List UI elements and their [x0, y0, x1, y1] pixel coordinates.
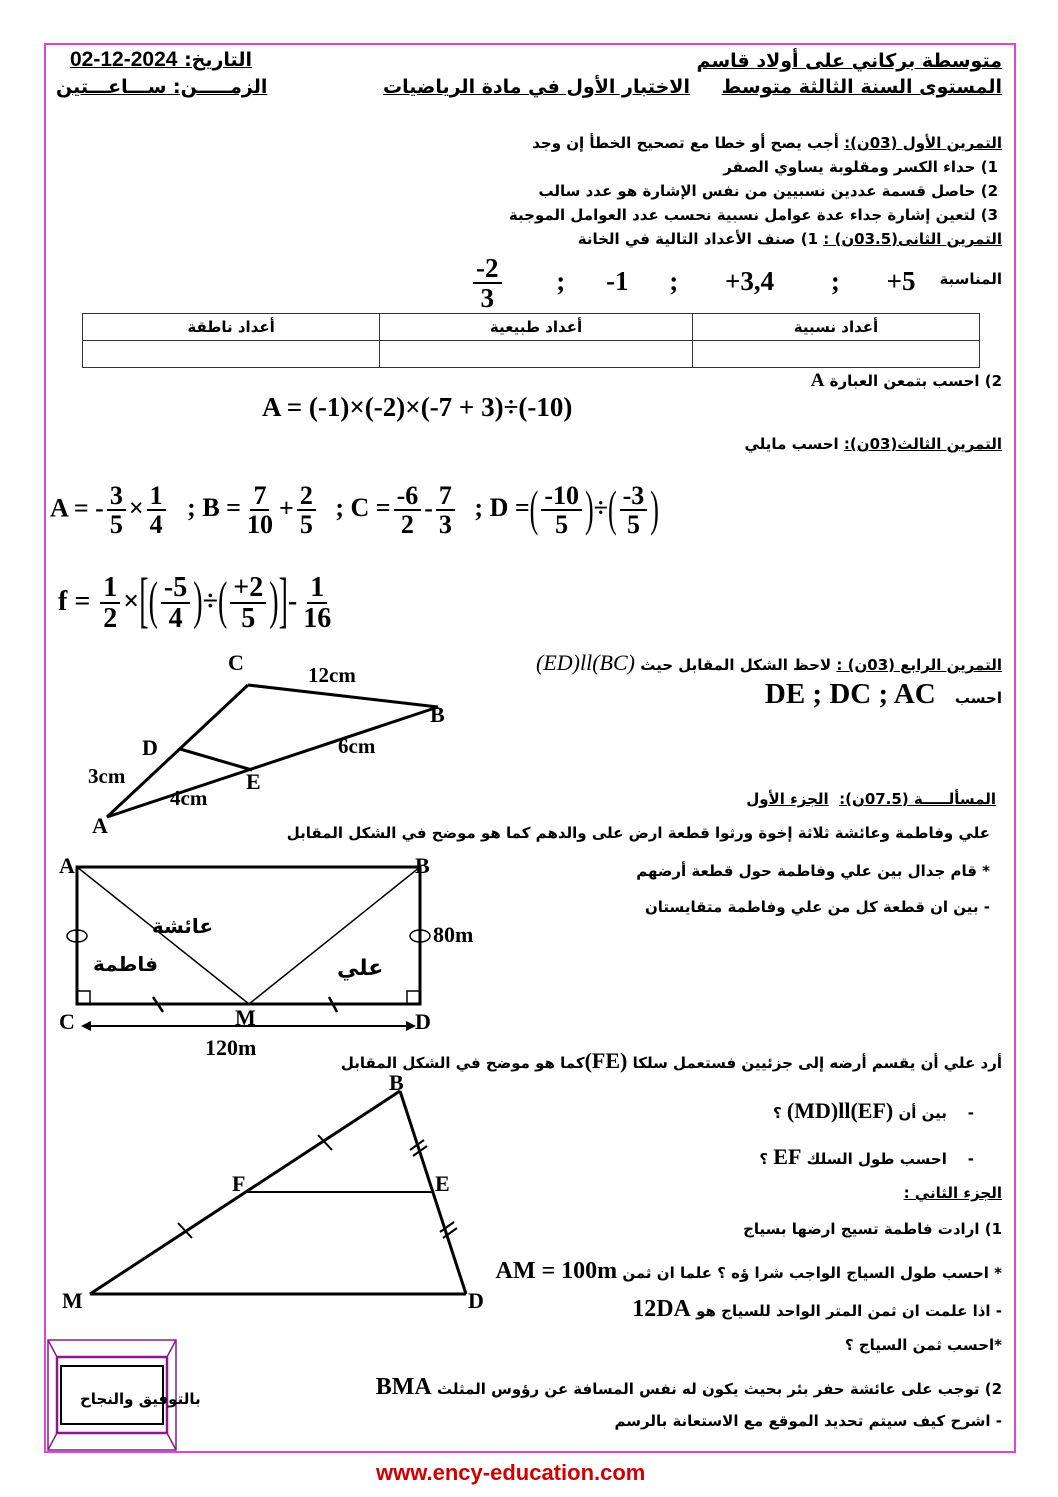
- numerator: -5: [161, 573, 190, 604]
- expr-label: f =: [58, 585, 91, 617]
- numerator: 7: [250, 482, 269, 511]
- part2-q1a: [495, 1258, 1002, 1285]
- expr-label: ; D =: [474, 493, 530, 523]
- label-m: M: [235, 1005, 256, 1030]
- length-eb: 6cm: [338, 734, 376, 758]
- segment-cb: [248, 685, 438, 707]
- ex1-instruction: أجب يصح أو خطا مع تصحيح الخطأ إن وجد: [532, 134, 839, 152]
- land-rectangle-figure: [45, 845, 495, 1065]
- ex1-header: [532, 134, 1002, 152]
- numbers-list: [470, 254, 916, 313]
- numerator: -6: [394, 482, 422, 511]
- denominator: 5: [555, 510, 569, 540]
- date-value: 2024-12-02: [70, 48, 178, 71]
- right-angle-c: [77, 991, 90, 1004]
- numerator: 3: [107, 482, 126, 511]
- am-expression: AM = 100m: [495, 1258, 618, 1284]
- region-aisha: عائشة: [151, 914, 213, 938]
- denominator: 3: [480, 283, 494, 314]
- table-header: أعداد ناطقة: [83, 314, 380, 341]
- table-header: أعداد طبيعية: [380, 314, 693, 341]
- part2-q2b: - اشرح كيف سيتم تحديد الموقع مع الاستعانة بالرسم: [614, 1412, 1002, 1430]
- denominator: 16: [303, 603, 332, 635]
- ex2-header: [578, 230, 1002, 248]
- problem-line2: * قام جدال بين علي وفاطمة حول قطعة أرضهم: [636, 862, 990, 880]
- price-expression: 12DA: [632, 1296, 691, 1322]
- numerator: -10: [541, 482, 582, 511]
- ex3-header: [745, 435, 1003, 453]
- item-text: لتعين إشارة جداء عدة عوامل نسبية نحسب عدد العوامل الموجبة: [508, 206, 976, 224]
- length-ae: 4cm: [170, 786, 208, 810]
- expression-f: f = $\frac{1}{2}$ ×[( $\frac{-5}{4}$ )÷( $\frac{+2}{5}$ )]- $\frac{1}{16}$: [58, 573, 337, 634]
- expression-a: A = (-1)×(-2)×(-7 + 3)÷(-10): [262, 392, 573, 422]
- wire-text-1: أرد علي أن يقسم أرضه إلى جزئيين فستعمل سلكا: [632, 1054, 1002, 1072]
- div-sign: ÷: [503, 392, 519, 422]
- denominator: 5: [241, 603, 256, 635]
- expr-label: ; C =: [335, 493, 391, 523]
- part2-q1: 1) ارادت فاطمة تسيج ارضها بسياج: [743, 1220, 1002, 1238]
- question-text: - اذا علمت ان ثمن المتر الواحد للسياج هو: [696, 1302, 1002, 1320]
- label-d: D: [468, 1288, 484, 1313]
- ex1-title: التمرين الأول (03ن):: [844, 134, 1002, 152]
- numerator: 7: [436, 482, 455, 511]
- ex2-q1-number: 1): [800, 230, 819, 248]
- ex2-q2: [811, 370, 1002, 392]
- ex3-title: التمرين الثالث(03ن):: [843, 435, 1002, 453]
- separator: ;: [669, 265, 679, 296]
- times-sign: ×: [349, 392, 365, 422]
- parallel-statement: (ED)ll(BC): [536, 650, 635, 675]
- numerator: 1: [100, 573, 120, 604]
- denominator: 4: [168, 603, 183, 635]
- question-text: احسب طول السلك: [806, 1150, 947, 1168]
- item-text: حاصل قسمة عددين نسبيين من نفس الإشارة هو عدد سالب: [538, 182, 976, 200]
- operator: +: [278, 493, 294, 523]
- wire-variable: (FE): [584, 1048, 628, 1073]
- denominator: 5: [109, 510, 123, 540]
- operator: -: [424, 493, 433, 523]
- label-d: D: [142, 735, 158, 760]
- part2-q1c: *احسب ثمن السياج ؟: [844, 1336, 1002, 1354]
- date-label: التاريخ:: [184, 49, 252, 71]
- table-row: [83, 341, 980, 368]
- label-e: E: [246, 769, 261, 794]
- problem-intro: علي وفاطمة وعائشة ثلاثة إخوة ورثوا قطعة ارض على والدهم كما هو موضح في الشكل المقابل: [286, 824, 990, 842]
- expr-term: -1: [317, 392, 341, 422]
- ex1-item: [538, 182, 998, 200]
- label-b: B: [415, 853, 430, 878]
- compute-label: احسب: [954, 689, 1002, 707]
- ex3-instruction: احسب مايلي: [744, 435, 839, 453]
- numerator: -3: [620, 482, 648, 511]
- part1-title: الجزء الأول: [746, 790, 829, 808]
- triangle-abc-figure: [60, 645, 480, 845]
- ex1-item: [509, 206, 998, 224]
- website-url[interactable]: www.ency-education.com: [376, 1460, 646, 1485]
- height-label: 80m: [433, 922, 474, 947]
- number: +3,4: [725, 265, 775, 296]
- part2-q1b: [632, 1296, 1002, 1323]
- duration-value: ســـاعـــتين: [56, 76, 167, 98]
- ex2-q1-text2: المناسبة: [939, 270, 1002, 288]
- ex4-instruction: لاحظ الشكل المقابل حيث: [640, 656, 832, 674]
- operator: ÷: [593, 493, 608, 523]
- rectangle-abdc: [77, 867, 420, 1004]
- numerator: 2: [297, 482, 316, 511]
- parallel-expression: (MD)ll(EF): [786, 1098, 894, 1123]
- label-f: F: [232, 1171, 246, 1196]
- q2-variable: A: [810, 370, 825, 391]
- number: +5: [886, 265, 916, 296]
- question-mark: ؟: [772, 1104, 782, 1122]
- item-number: 3): [980, 206, 998, 224]
- classification-table: [82, 313, 980, 368]
- expr-label: A = -: [50, 493, 104, 523]
- good-luck-text: بالتوفيق والنجاح: [80, 1390, 201, 1408]
- expr-label: ; B =: [187, 493, 241, 523]
- denominator: 2: [400, 510, 414, 540]
- numerator: -2: [473, 254, 502, 284]
- ex4-compute: [765, 678, 1002, 711]
- date: [70, 48, 252, 72]
- region-ali: علي: [337, 956, 384, 981]
- triangle-bmd-figure: [40, 1060, 500, 1320]
- number: -1: [606, 265, 629, 296]
- expr-term: -2: [373, 392, 397, 422]
- length-bc: 12cm: [308, 663, 356, 687]
- right-angle-d: [407, 991, 420, 1004]
- numerator: 1: [307, 573, 327, 604]
- table-header-row: [83, 314, 980, 341]
- problem-title: المسألـــــة (07.5ن):: [839, 790, 996, 808]
- expr-term: -7 + 3: [429, 392, 495, 422]
- width-label: 120m: [205, 1035, 257, 1060]
- operator: -: [287, 585, 298, 617]
- denominator: 5: [626, 510, 640, 540]
- problem-line3: - بين ان قطعة كل من علي وفاطمة متقايستان: [645, 898, 990, 916]
- ex4-title: التمرين الرابع (03ن) :: [836, 656, 1002, 674]
- label-m: M: [62, 1288, 83, 1313]
- region-fatima: فاطمة: [93, 952, 158, 976]
- label-c: C: [228, 650, 244, 675]
- operator: ×: [123, 585, 140, 617]
- denominator: 5: [299, 510, 313, 540]
- question-text: بين أن: [898, 1104, 947, 1122]
- operator: ×: [128, 493, 144, 523]
- label-c: C: [59, 1009, 75, 1034]
- arrow-left: [81, 1021, 91, 1031]
- question-mark: ؟: [759, 1150, 769, 1168]
- label-b: B: [389, 1070, 404, 1095]
- compute-items: DE ; DC ; AC: [764, 678, 936, 710]
- question-parallel: [773, 1098, 974, 1124]
- denominator: 3: [438, 510, 452, 540]
- length-variable: EF: [773, 1144, 802, 1169]
- exam-title: الاختبار الأول في مادة الرياضيات: [383, 76, 690, 98]
- part2-title: الجزء الثاني :: [903, 1184, 1002, 1202]
- expr-lhs: A =: [262, 392, 303, 422]
- question-text: * احسب طول السياج الواجب شرا ؤه ؟ علما ان ثمن: [622, 1264, 1002, 1282]
- fraction: [473, 254, 502, 313]
- table-cell[interactable]: [83, 341, 380, 368]
- table-cell[interactable]: [692, 341, 979, 368]
- triangle-name: BMA: [375, 1374, 432, 1400]
- segment-bm: [249, 867, 420, 1004]
- ex3-expressions: A = - $\frac{3}{5}$ × $\frac{1}{4}$ ; B = $\frac{7}{10}$ + $\frac{2}{5}$ ; C = $\frac{-6}{2}$ - $\frac{7}{3}$ ; D =( $\frac{-10}{5}$ )÷( $\frac{-3}{5}$ ): [50, 481, 659, 540]
- bullet-dash: -: [967, 1150, 974, 1168]
- length-ad: 3cm: [88, 764, 126, 788]
- level: المستوى السنة الثالثة متوسط: [721, 76, 1002, 98]
- question-length: [759, 1144, 974, 1170]
- ex1-item: [723, 158, 998, 176]
- numerator: +2: [230, 573, 266, 604]
- question-text: 2) توجب على عائشة حفر بئر بحيث يكون له نفس المسافة عن رؤوس المثلث: [436, 1380, 1002, 1398]
- label-a: A: [92, 813, 108, 838]
- numerator: 1: [147, 482, 166, 511]
- school-name: متوسطة بركاني على أولاد قاسم: [696, 50, 1002, 72]
- ex4-header: [536, 650, 1002, 676]
- denominator: 10: [246, 510, 273, 540]
- table-header: أعداد نسبية: [692, 314, 979, 341]
- label-b: B: [430, 702, 445, 727]
- bullet-dash: -: [967, 1104, 974, 1122]
- segment-ab: [107, 707, 438, 817]
- duration: [56, 76, 267, 98]
- expr-term: -10: [527, 392, 564, 422]
- separator: ;: [830, 265, 840, 296]
- operator: ÷: [202, 585, 218, 617]
- q2-text: احسب بتمعن العبارة: [829, 372, 980, 390]
- table-cell[interactable]: [380, 341, 693, 368]
- part2-q2: [376, 1374, 1002, 1401]
- wire-text-2: كما هو موضح في الشكل المقابل: [340, 1054, 585, 1072]
- label-d: D: [415, 1009, 431, 1034]
- q2-number: 2): [984, 372, 1002, 390]
- duration-label: الزمـــــن:: [173, 76, 268, 98]
- label-e: E: [435, 1171, 450, 1196]
- problem-header: [746, 790, 996, 808]
- ex2-q1-text: صنف الأعداد التالية في الخانة: [577, 230, 796, 248]
- separator: ;: [556, 265, 566, 296]
- item-number: 1): [980, 158, 998, 176]
- denominator: 2: [103, 603, 118, 635]
- ex2-title: التمرين الثانى(03.5ن) :: [823, 230, 1002, 248]
- label-a: A: [59, 853, 75, 878]
- item-text: حداء الكسر ومقلوبة يساوي الصفر: [723, 158, 976, 176]
- item-number: 2): [980, 182, 998, 200]
- segment-de: [180, 749, 252, 770]
- times-sign: ×: [405, 392, 421, 422]
- denominator: 4: [149, 510, 163, 540]
